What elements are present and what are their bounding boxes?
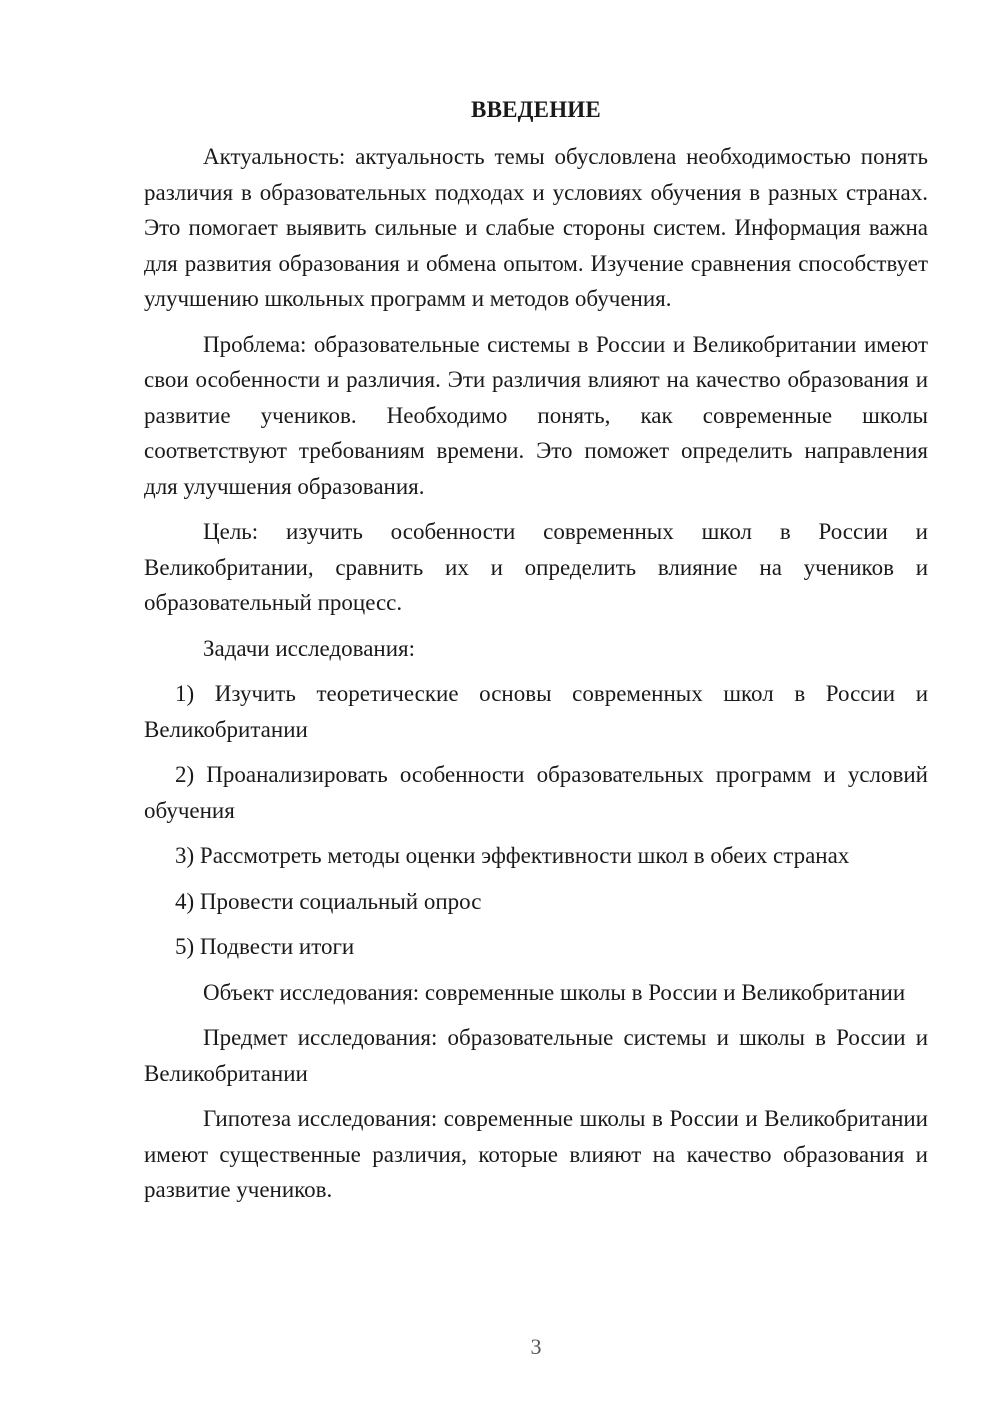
task-item-3: 3) Рассмотреть методы оценки эффективности школ в обеих странах	[175, 843, 850, 868]
tasks-heading: Задачи исследования:	[203, 635, 416, 661]
task-item-1: 1) Изучить теоретические основы современных школ в России и Великобритании	[144, 681, 928, 742]
paragraph-subject: Предмет исследования: образовательные системы и школы в России и Великобритании	[144, 1025, 928, 1086]
task-item-5: 5) Подвести итоги	[175, 934, 355, 959]
paragraph-object: Объект исследования: современные школы в России и Великобритании	[203, 979, 906, 1005]
paragraph-hypothesis: Гипотеза исследования: современные школы в России и Великобритании имеют существенные различия, которые влияют на качество образования и развитие учеников.	[144, 1106, 928, 1202]
paragraph-relevance: Актуальность: актуальность темы обусловлена необходимостью понять различия в образовательных подходах и условиях обучения в разных странах. Это помогает выявить сильные и слабые стороны систем. Информация важна для развития образования и обмена опытом. Изучение сравнения способствует улучшению школьных программ и методов обучения.	[144, 144, 928, 311]
paragraph-problem: Проблема: образовательные системы в России и Великобритании имеют свои особенности и различия. Эти различия влияют на качество образования и развитие учеников. Необходимо понять, как современные школы соответствуют требованиям времени. Это поможет определить направления для улучшения образования.	[144, 331, 928, 499]
task-item-4: 4) Провести социальный опрос	[175, 888, 482, 914]
task-item-2: 2) Проанализировать особенности образовательных программ и условий обучения	[144, 762, 928, 823]
page-content	[144, 92, 928, 1218]
page-title: ВВЕДЕНИЕ	[471, 97, 601, 122]
page-number: 3	[530, 1334, 542, 1359]
paragraph-goal: Цель: изучить особенности современных школ в России и Великобритании, сравнить их и определить влияние на учеников и образовательный процесс.	[144, 519, 928, 615]
